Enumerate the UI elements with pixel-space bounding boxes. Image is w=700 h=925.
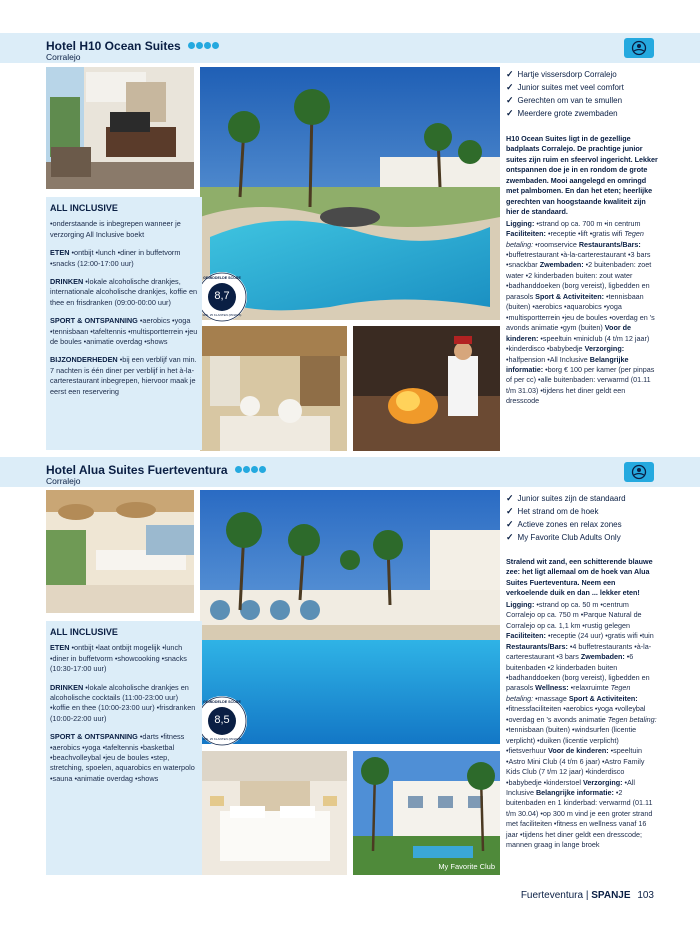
hotel2-highlights: [506, 492, 626, 544]
hotel1-infobox-section: DRINKEN •lokale alcoholische drankjes, internationale alcoholische drankjes, koffie en thee en frisdranken (09:00-00:00 uur): [50, 277, 198, 307]
hotel2-garden-photo: [353, 751, 500, 875]
hotel1-all-inclusive-box: [46, 197, 202, 450]
check-icon: ✓ Junior suites met veel comfort: [506, 81, 624, 94]
footer-divider: |: [585, 890, 592, 901]
hotel1-title: [46, 38, 220, 53]
hotel2-bedroom-photo: [200, 751, 347, 875]
check-icon: ✓ Junior suites zijn de standaard: [506, 492, 626, 505]
hotel2-score-bottom: MIN. 25 KLANTEN (05/2025): [202, 737, 242, 741]
hotel1-description: [506, 134, 658, 407]
hotel1-infobox-section: SPORT & ONTSPANNING •aerobics •yoga •tennisbaan •tafeltennis •multisportterrein •jeu de boules •animatie overdag •shows: [50, 316, 198, 347]
hotel2-score-value: 8,5: [214, 714, 230, 726]
hotel2-description: [506, 557, 658, 851]
hotel1-infobox-intro: •onderstaande is inbegrepen wanneer je verzorging All Inclusive boekt: [50, 219, 181, 239]
hotel1-highlights: [506, 68, 624, 120]
footer-region: Fuerteventura: [520, 890, 584, 901]
check-icon: ✓ Hartje vissersdorp Corralejo: [506, 68, 624, 81]
hotel1-desc-body: Ligging: •strand op ca. 700 m •in centrum Faciliteiten: •receptie •lift •gratis wifi Tegen betaling: •roomservice Restaurants/Bars: •buffetrestaurant •à-la-carterestaurant •3 bars •snackbar Zwembaden: •2 buitenbaden: zoet water •2 kinderbaden buiten: zout water •badhanddoeken (borg vereist), ligbedden en parasols Sport & Activiteiten: •tennisbaan (buiten) •aerobics •aquarobics •yoga •multisportterrein •jeu de boules •overdag en 's avonds animatie •gym (buiten) Voor de kinderen: •speeltuin •miniclub (4 t/m 12 jaar) •kinderdisco •babybedje Verzorging: •halfpension •All Inclusive Belangrijke informatie: •borg € 100 per kamer (per pinpas of per cc) •alle buitenbaden: verwarmd (01.11 t/m 31.03) •tijdens het diner geldt een dresscode: [506, 218, 655, 406]
check-icon: ✓ Actieve zones en relax zones: [506, 518, 626, 531]
hotel2-desc-body: Ligging: •strand op ca. 50 m •centrum Corralejo op ca. 750 m •Parque Natural de Corralejo op ca. 1,1 km •rustig gelegen Faciliteiten: •receptie (24 uur) •gratis wifi •tuin Restaurants/Bars: •4 buffetrestaurants •à-la-carterestaurant •3 bars Zwembaden: •6 buitenbaden •2 kinderbaden buiten •badhanddoeken (borg vereist), ligbedden en parasols Wellness: •relaxruimte Tegen betaling: •massage Sport & Activiteiten: •fitnessfaciliteiten •aerobics •yoga •volleybal •overdag en 's avonds animatie Tegen betaling: •tennisbaan (buiten) •windsurfen (licentie verplicht) •duiken (licentie verplicht) •fietsverhuur Voor de kinderen: •speeltuin •Astro Mini Club (4 t/m 6 jaar) •Astro Family Kids Club (7 t/m 12 jaar) •kinderdisco •babybedje •kinderstoel Verzorging: •All Inclusive Belangrijke informatie: •2 buitenbaden en 1 kinderbad: verwarmd (01.11 t/m 30.04) •op 300 m vind je een groter strand met faciliteiten •fitness en wellness vanaf 16 jaar •tijdens het diner geldt een dresscode; mannen graag in lange broek: [506, 599, 657, 850]
hotel1-location: Corralejo: [46, 52, 81, 62]
hotel1-restaurant-photo: [200, 326, 347, 451]
hotel2-restaurant-photo: [46, 490, 194, 613]
hotel2-score-badge: [197, 696, 247, 746]
sun-rating-icon: [235, 462, 267, 476]
check-icon: ✓ Het strand om de hoek: [506, 505, 626, 518]
hotel2-title: [46, 462, 267, 477]
hotel2-all-inclusive-box: [46, 621, 202, 875]
hotel1-infobox-title: ALL INCLUSIVE: [50, 203, 118, 213]
footer-country: SPANJE: [591, 890, 631, 901]
hotel1-score-value: 8,7: [214, 290, 230, 302]
hotel2-infobox-section: SPORT & ONTSPANNING •darts •fitness •aerobics •yoga •tafeltennis •basketbal •beachvolleybal •jeu de boules •step, stretching, spoelen, aquarobics en waterpolo •sauna •animatie overdag •shows: [50, 732, 195, 783]
page-footer: [521, 890, 654, 901]
hotel1-score-bottom: MIN. 25 KLANTEN (05/2025): [202, 313, 242, 317]
page-number: 103: [637, 890, 654, 901]
hotel1-room-photo: [46, 67, 194, 189]
check-icon: ✓ Gerechten om van te smullen: [506, 94, 624, 107]
hotel1-infobox-section: BIJZONDERHEDEN •bij een verblijf van min. 7 nachten is één diner per verblijf in het à-la-carterestaurant inbegrepen, hiervoor maak je eerst een reservering: [50, 355, 197, 396]
hotel2-infobox-section: ETEN •ontbijt •laat ontbijt mogelijk •lunch •diner in buffetvorm •showcooking •snacks (10:30-17:00 uur): [50, 643, 187, 674]
check-icon: ✓ Meerdere grote zwembaden: [506, 107, 624, 120]
hotel1-chef-photo: [353, 326, 500, 451]
hotel1-infobox-section: ETEN •ontbijt •lunch •diner in buffetvorm •snacks (12:00-17:00 uur): [50, 248, 181, 268]
hotel2-infobox-title: ALL INCLUSIVE: [50, 627, 118, 637]
sun-rating-icon: [188, 38, 220, 52]
hotel2-name: Hotel Alua Suites Fuerteventura: [46, 463, 228, 477]
hotel1-name: Hotel H10 Ocean Suites: [46, 39, 181, 53]
hotel2-infobox-section: DRINKEN •lokale alcoholische drankjes en alcoholische cocktails (11:00-23:00 uur) •koffie en thee (10:00-23:00 uur) •frisdranken (10:00-22:00 uur): [50, 682, 196, 723]
hotel1-score-top: GEMIDDELDE SCORE: [203, 276, 241, 280]
hotel1-desc-intro: H10 Ocean Suites ligt in de gezellige badplaats Corralejo. De prachtige junior suites zijn ruim en sfeervol ingericht. Lekker ontspannen doe je in en rondom de grote zwembaden. Mooi aangelegd en omringd met palmbomen. En dan het eten; heerlijke gerechten van hoogstaande kwaliteit zijn hier de standaard.: [506, 134, 658, 217]
check-icon: ✓ My Favorite Club Adults Only: [506, 531, 626, 544]
hotel2-desc-intro: Stralend wit zand, een schitterende blauwe zee: het ligt allemaal om de hoek van Alua Suites Fuerteventura. Neem een verkoelende duik en dan ... lekker eten!: [506, 557, 653, 598]
hotel2-location: Corralejo: [46, 476, 81, 486]
beach-sun-icon: [624, 462, 654, 482]
hotel1-score-badge: [197, 272, 247, 322]
hotel2-score-top: GEMIDDELDE SCORE: [203, 700, 241, 704]
hotel2-photo-caption: My Favorite Club: [438, 862, 495, 871]
beach-sun-icon: [624, 38, 654, 58]
